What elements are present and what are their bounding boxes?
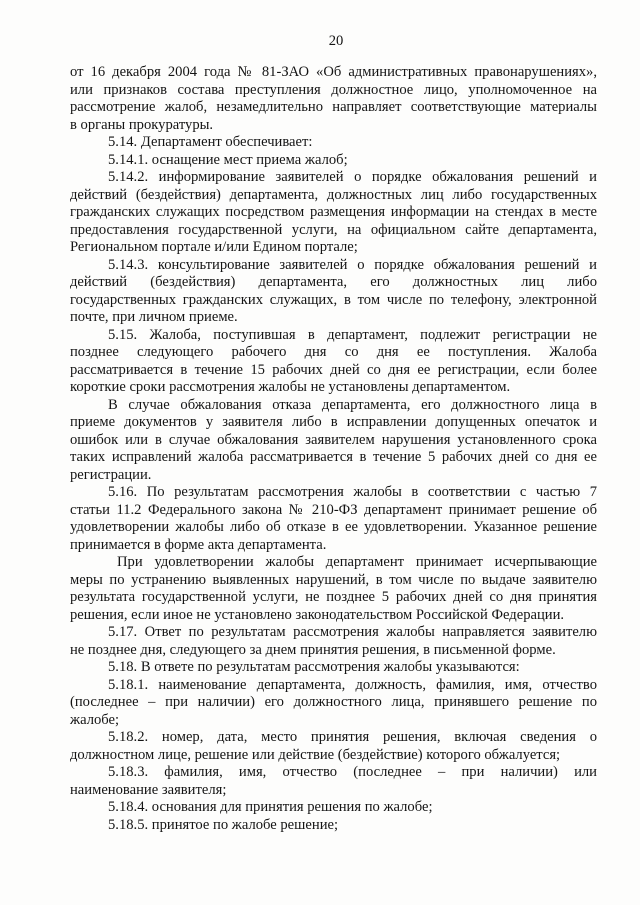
page-number: 20 <box>328 33 344 49</box>
text-line: должностном лице, решение или действие (бездействие) которого обжалуется; <box>70 746 561 763</box>
paragraph-continuation <box>70 64 597 134</box>
clause-5-18-1 <box>70 677 597 730</box>
clause-5-14-2 <box>70 169 597 257</box>
text-line: короткие сроки рассмотрения жалобы не установлены департаментом. <box>70 379 511 395</box>
text-line: 5.14. Департамент обеспечивает: <box>108 134 313 150</box>
text-line: 5.18. В ответе по результатам рассмотрения жалобы указываются: <box>108 659 520 675</box>
document-body <box>70 64 597 834</box>
text-line: действий (бездействия) департамента, его должностных лиц либо <box>70 274 597 290</box>
text-line: удовлетворении жалобы либо об отказе в ее удовлетворении. Указанное решение <box>70 519 597 535</box>
text-line: При удовлетворении жалобы департамент принимает исчерпывающие <box>117 554 597 570</box>
text-line: 5.14.3. консультирование заявителей о порядке обжалования решений и <box>108 256 597 273</box>
clause-5-18-2 <box>70 729 597 764</box>
clause-5-14-1 <box>70 152 597 170</box>
text-line: 5.18.2. номер, дата, место принятия решения, включая сведения о <box>108 729 597 745</box>
text-line: почте, при личном приеме. <box>70 309 238 325</box>
text-line: не позднее дня, следующего за днем принятия решения, в письменной форме. <box>70 641 556 658</box>
clause-5-18-5 <box>70 817 597 835</box>
text-line: В случае обжалования отказа департамента, его должностного лица в <box>108 396 597 413</box>
clause-5-15-refusal-case <box>70 397 597 485</box>
text-line: 5.18.1. наименование департамента, должность, фамилия, имя, отчество <box>108 676 597 693</box>
clause-5-14-3 <box>70 257 597 327</box>
text-line: рассмотрение жалоб, незамедлительно направляет соответствующие материалы <box>70 99 597 115</box>
text-line: жалобе; <box>70 711 120 728</box>
text-line: наименование заявителя; <box>70 781 227 798</box>
text-line: предоставления государственной услуги, на официальном сайте департамента, <box>70 221 597 238</box>
text-line: меры по устранению выявленных нарушений, в том числе по выдаче заявителю <box>70 571 597 588</box>
text-line: рассматривается в течение 15 рабочих дней со дня ее регистрации, если более <box>70 361 597 378</box>
text-line: 5.15. Жалоба, поступившая в департамент, подлежит регистрации не <box>108 326 597 343</box>
text-line: 5.17. Ответ по результатам рассмотрения жалобы направляется заявителю <box>108 624 597 640</box>
clause-5-17 <box>70 624 597 659</box>
text-line: решения, если иное не установлено законодательством Российской Федерации. <box>70 606 565 623</box>
text-line: регистрации. <box>70 466 152 483</box>
text-line: Региональном портале и/или Едином портале; <box>70 239 358 255</box>
text-line: 5.14.2. информирование заявителей о порядке обжалования решений и <box>108 169 597 185</box>
text-line: действий (бездействия) департамента, должностных лиц либо государственных <box>70 186 597 203</box>
text-line: от 16 декабря 2004 года № 81-ЗАО «Об административных правонарушениях», <box>70 64 597 80</box>
text-line: приеме документов у заявителя либо в исправлении допущенных опечаток и <box>70 414 597 430</box>
text-line: государственных гражданских служащих, в том числе по телефону, электронной <box>70 291 597 308</box>
text-line: позднее следующего рабочего дня со дня ее поступления. Жалоба <box>70 344 597 360</box>
text-line: результата государственной услуги, не позднее 5 рабочих дней со дня принятия <box>70 589 597 605</box>
clause-5-14 <box>70 134 597 152</box>
text-line: 5.14.1. оснащение мест приема жалоб; <box>108 151 348 168</box>
text-line: (последнее – при наличии) его должностного лица, принявшего решение по <box>70 694 597 710</box>
clause-5-16-satisfaction <box>70 554 597 624</box>
text-line: 5.18.3. фамилия, имя, отчество (последнее – при наличии) или <box>108 764 597 780</box>
text-line: 5.18.4. основания для принятия решения по жалобе; <box>108 799 433 815</box>
text-line: гражданских служащих посредством размещения информации на стендах в месте <box>70 204 597 220</box>
clause-5-18 <box>70 659 597 677</box>
text-line: 5.16. По результатам рассмотрения жалобы в соответствии с частью 7 <box>108 484 597 500</box>
text-line: статьи 11.2 Федерального закона № 210-ФЗ департамент принимает решение об <box>70 501 597 518</box>
text-line: ошибок или в случае обжалования заявителем нарушения установленного срока <box>70 431 597 448</box>
text-line: в органы прокуратуры. <box>70 116 214 133</box>
clause-5-18-4 <box>70 799 597 817</box>
clause-5-15 <box>70 327 597 397</box>
text-line: или признаков состава преступления должностное лицо, уполномоченное на <box>70 81 597 98</box>
clause-5-16 <box>70 484 597 554</box>
text-line: таких исправлений жалоба рассматривается в течение 5 рабочих дней со дня ее <box>70 449 597 465</box>
text-line: 5.18.5. принятое по жалобе решение; <box>108 816 339 833</box>
clause-5-18-3 <box>70 764 597 799</box>
text-line: принимается в форме акта департамента. <box>70 536 327 553</box>
